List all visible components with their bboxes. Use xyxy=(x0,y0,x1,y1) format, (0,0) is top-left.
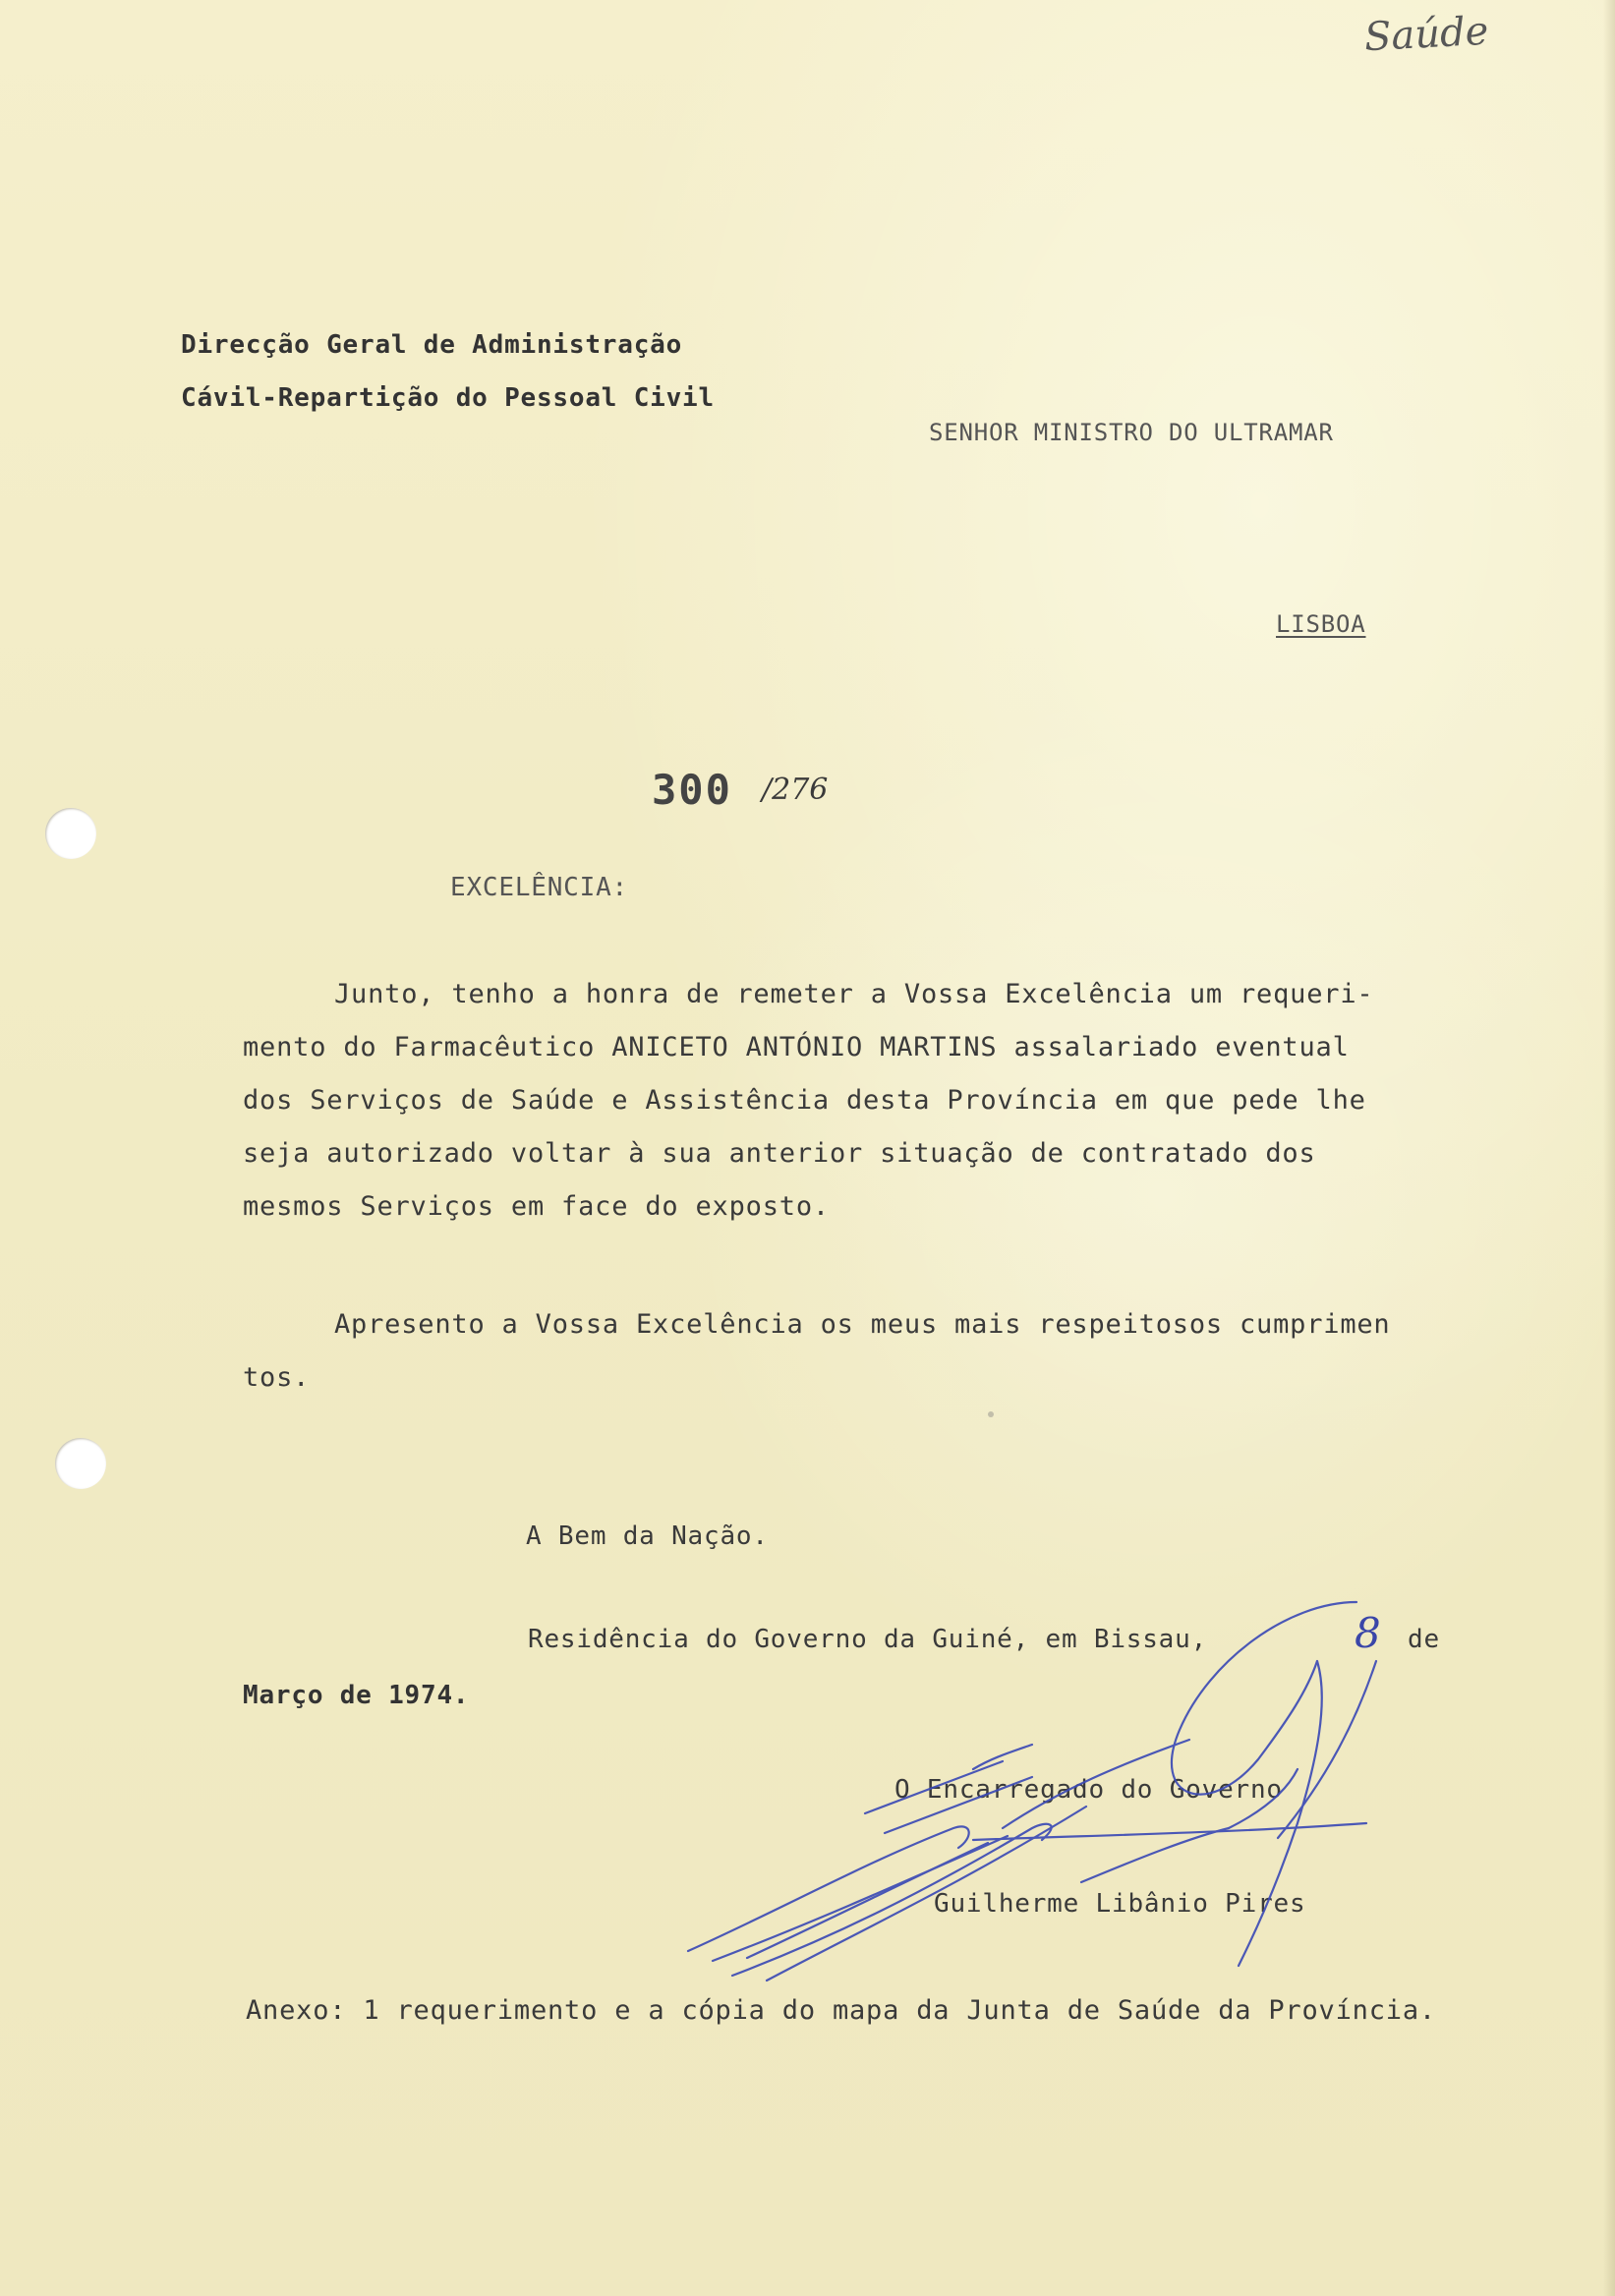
date-preposition: de xyxy=(1408,1625,1440,1654)
closing-phrase: A Bem da Nação. xyxy=(526,1521,769,1551)
recipient-city: LISBOA xyxy=(1276,610,1366,638)
date-line: Março de 1974. xyxy=(243,1681,470,1710)
handwritten-annotation: Saúde xyxy=(1362,8,1490,61)
handwritten-date-day: 8 xyxy=(1355,1609,1381,1657)
paragraph-1-line-1: Junto, tenho a honra de remeter a Vossa Excelência um requeri- xyxy=(334,979,1374,1009)
recipient-line: SENHOR MINISTRO DO ULTRAMAR xyxy=(929,419,1334,446)
paragraph-1-line-2: mento do Farmacêutico ANICETO ANTÓNIO MARTINS assalariado eventual xyxy=(243,1032,1350,1062)
paragraph-1-line-5: mesmos Serviços em face do exposto. xyxy=(243,1191,830,1222)
punch-hole-bottom xyxy=(55,1438,106,1489)
salutation: EXCELÊNCIA: xyxy=(450,873,628,902)
signatory-name: Guilherme Libânio Pires xyxy=(934,1889,1306,1919)
paper-edge-shadow xyxy=(1603,0,1615,2296)
signatory-role: O Encarregado do Governo xyxy=(894,1775,1283,1805)
ink-dot xyxy=(988,1411,994,1417)
paragraph-2-line-1: Apresento a Vossa Excelência os meus mais respeitosos cumprimen xyxy=(334,1309,1391,1340)
place-line: Residência do Governo da Guiné, em Bissau, xyxy=(528,1625,1208,1654)
reference-suffix: /276 xyxy=(762,773,829,807)
paragraph-1-line-3: dos Serviços de Saúde e Assistência desta Província em que pede lhe xyxy=(243,1085,1366,1116)
sender-line-2: Cávil-Repartição do Pessoal Civil xyxy=(181,383,715,413)
sender-line-1: Direcção Geral de Administração xyxy=(181,330,683,360)
annex-line: Anexo: 1 requerimento e a cópia do mapa da Junta de Saúde da Província. xyxy=(246,1995,1436,2026)
handwritten-signature xyxy=(678,1582,1494,1995)
punch-hole-top xyxy=(45,808,96,859)
paragraph-2-line-2: tos. xyxy=(243,1362,311,1393)
paragraph-1-line-4: seja autorizado voltar à sua anterior situação de contratado dos xyxy=(243,1138,1316,1169)
reference-number: 300 xyxy=(652,766,732,814)
